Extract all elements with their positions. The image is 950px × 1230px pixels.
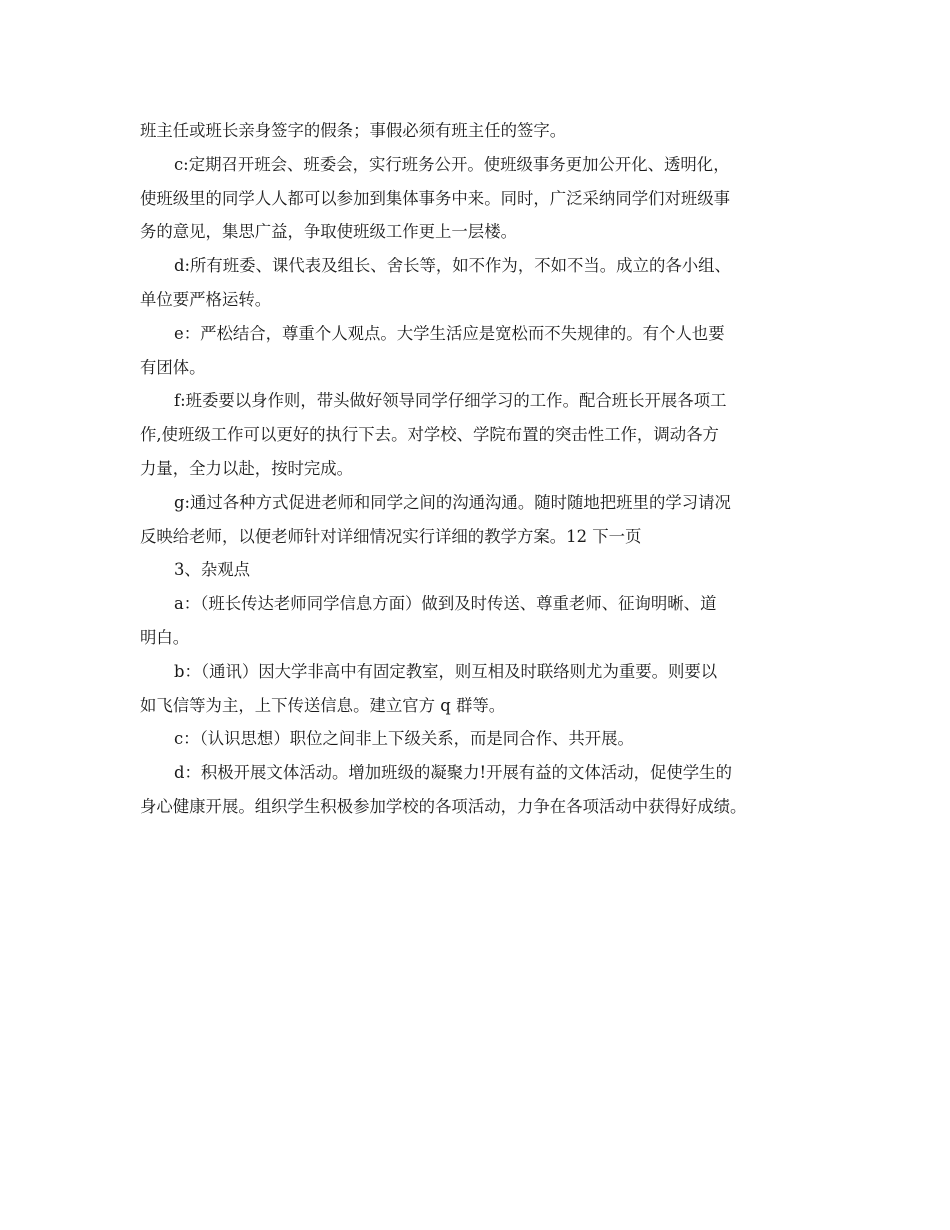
- text-line: a：（班长传达老师同学信息方面）做到及时传送、尊重老师、征询明晰、道: [174, 594, 717, 614]
- text-line: 作,使班级工作可以更好的执行下去。对学校、学院布置的突击性工作，调动各方: [140, 425, 719, 445]
- text-line: c：（认识思想）职位之间非上下级关系，而是同合作、共开展。: [174, 729, 634, 749]
- text-line: 力量，全力以赴，按时完成。: [140, 458, 354, 478]
- section-heading: 3、杂观点: [174, 560, 250, 580]
- text-line: 反映给老师，以便老师针对详细情况实行详细的教学方案。12 下一页: [140, 526, 642, 546]
- text-line: e：严松结合，尊重个人观点。大学生活应是宽松而不失规律的。有个人也要: [174, 323, 725, 343]
- text-line: 班主任或班长亲身签字的假条；事假必须有班主任的签字。: [140, 121, 567, 140]
- text-line: 有团体。: [140, 357, 206, 377]
- text-line: d:所有班委、课代表及组长、舍长等，如不作为，不如不当。成立的各小组、: [174, 256, 731, 276]
- text-line: d：积极开展文体活动。增加班级的凝聚力!开展有益的文体活动，促使学生的: [174, 763, 732, 783]
- text-line: 如飞信等为主，上下传送信息。建立官方 q 群等。: [140, 695, 506, 715]
- text-line: 务的意见，集思广益，争取使班级工作更上一层楼。: [140, 222, 517, 242]
- text-line: 单位要严格运转。: [140, 289, 272, 309]
- text-line: 明白。: [140, 627, 190, 647]
- text-line: 身心健康开展。组织学生积极参加学校的各项活动，力争在各项活动中获得好成绩。: [140, 796, 747, 816]
- text-line: 使班级里的同学人人都可以参加到集体事务中来。同时，广泛采纳同学们对班级事: [140, 188, 731, 208]
- text-line: f:班委要以身作则，带头做好领导同学仔细学习的工作。配合班长开展各项工: [174, 391, 727, 411]
- document-body: [140, 114, 830, 824]
- text-line: c:定期召开班会、班委会，实行班务公开。使班级事务更加公开化、透明化，: [174, 154, 730, 174]
- text-line: g:通过各种方式促进老师和同学之间的沟通沟通。随时随地把班里的学习请况: [174, 492, 731, 512]
- text-line: b：（通讯）因大学非高中有固定教室，则互相及时联络则尤为重要。则要以: [174, 661, 718, 681]
